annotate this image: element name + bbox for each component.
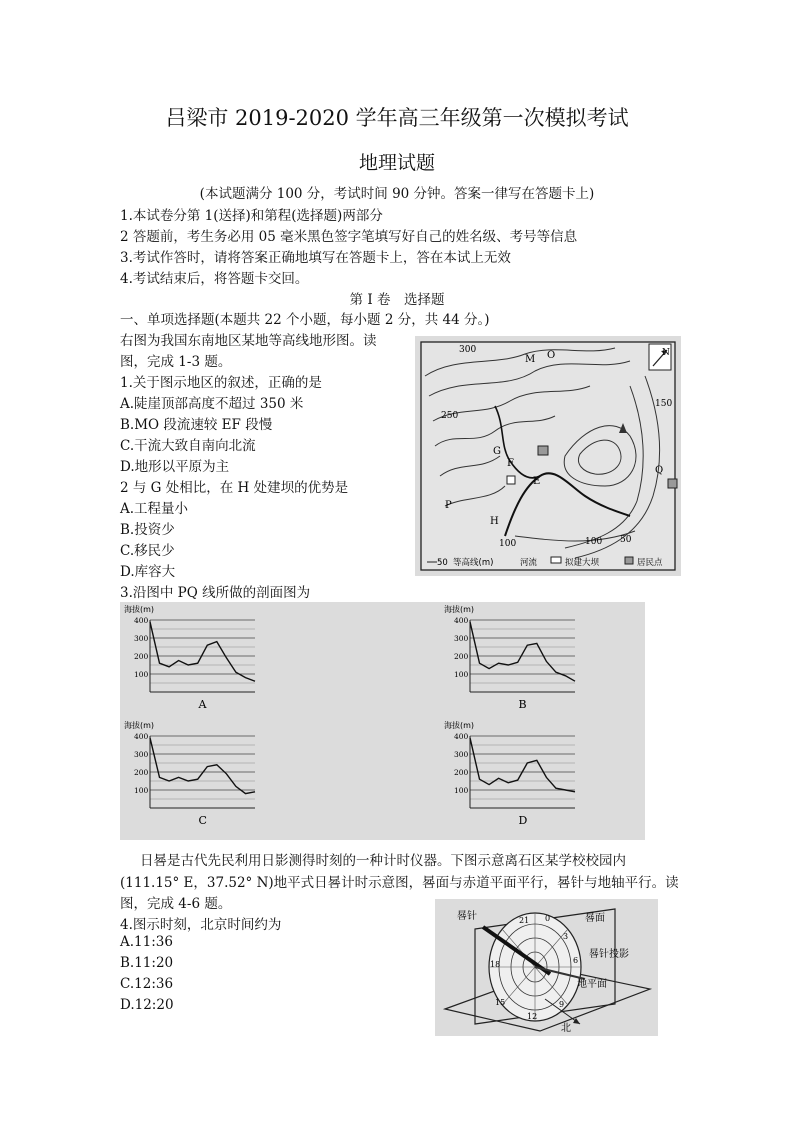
profile-ylabel: 海拔(m)	[124, 721, 155, 730]
instruction-4: 4.考试结束后，将答题卡交回。	[120, 271, 309, 287]
profile-charts-figure	[120, 602, 645, 840]
point-h: H	[490, 516, 499, 527]
q2-option-b: B.投资少	[120, 522, 175, 538]
q2-option-c: C.移民少	[120, 543, 175, 559]
q1-option-a: A.陡崖顶部高度不超过 350 米	[120, 396, 304, 412]
instruction-3: 3.考试作答时，请将答案正确地填写在答题卡上，答在本试上无效	[120, 250, 511, 266]
hour-9: 9	[559, 1000, 565, 1009]
dial-face-label: 晷面	[585, 913, 605, 924]
contour-label-250: 250	[441, 411, 459, 421]
profile-ylabel: 海拔(m)	[124, 605, 155, 614]
profile-charts	[120, 602, 645, 840]
part-heading: 一、单项选择题(本题共 22 个小题，每小题 2 分，共 44 分。)	[120, 312, 490, 328]
profile-tick-label: 300	[134, 634, 149, 643]
sundial-figure	[435, 899, 658, 1036]
instruction-1: 1.本试卷分第 1(送择)和第程(选择题)两部分	[120, 208, 383, 224]
legend-river: 河流	[520, 558, 538, 568]
profile-line-c	[150, 738, 255, 794]
legend-settlement: 居民点	[637, 558, 663, 568]
hour-21: 21	[519, 916, 530, 925]
q2-option-a: A.工程量小	[120, 501, 189, 517]
q4-option-d: D.12:20	[120, 997, 174, 1013]
profile-tick-label: 300	[454, 634, 469, 643]
contour-label-150: 150	[655, 399, 673, 409]
hour-3: 3	[563, 932, 569, 941]
contour-label-100b: 100	[585, 537, 603, 547]
hour-0: 0	[545, 914, 551, 923]
profile-letter-c: C	[198, 814, 207, 827]
point-q: Q	[655, 465, 664, 476]
point-p: P	[445, 500, 452, 511]
legend-dam: 拟建大坝	[565, 558, 600, 568]
contour-label-50: 50	[620, 535, 632, 545]
q2-option-d: D.库容大	[120, 564, 176, 580]
group1-intro-2: 图，完成 1-3 题。	[120, 354, 232, 370]
profile-tick-label: 400	[134, 616, 149, 625]
gnomon-shadow-label: 晷针投影	[589, 949, 629, 960]
point-e: E	[533, 476, 541, 487]
point-g: G	[493, 446, 501, 457]
group1-intro-1: 右图为我国东南地区某地等高线地形图。读	[120, 333, 377, 349]
profile-tick-label: 400	[454, 732, 469, 741]
q2-stem: 2 与 G 处相比，在 H 处建坝的优势是	[120, 480, 349, 496]
hour-18: 18	[490, 960, 501, 969]
group2-intro-3: 图，完成 4-6 题。	[120, 896, 232, 912]
q1-stem: 1.关于图示地区的叙述，正确的是	[120, 375, 322, 391]
q4-option-c: C.12:36	[120, 976, 174, 992]
profile-line-a	[150, 622, 255, 681]
profile-ylabel: 海拔(m)	[444, 721, 475, 730]
contour-map-figure	[415, 336, 681, 576]
section-title: 第 I 卷 选择题	[349, 292, 445, 308]
north-arrow-label: 北	[561, 1023, 571, 1034]
hour-12: 12	[527, 1012, 538, 1021]
q1-option-c: C.干流大致自南向北流	[120, 438, 256, 454]
q4-option-b: B.11:20	[120, 955, 174, 971]
legend-contour: 等高线(m)	[453, 558, 494, 568]
profile-tick-label: 200	[454, 768, 469, 777]
profile-tick-label: 200	[454, 652, 469, 661]
profile-line-b	[470, 622, 575, 681]
profile-tick-label: 400	[134, 732, 149, 741]
contour-label-100a: 100	[499, 539, 517, 549]
q4-option-a: A.11:36	[120, 934, 173, 950]
gnomon-label: 晷针	[457, 911, 477, 922]
hour-15: 15	[495, 998, 506, 1007]
q3-stem: 3.沿图中 PQ 线所做的剖面图为	[120, 585, 311, 601]
point-f: F	[507, 458, 514, 469]
profile-tick-label: 100	[134, 670, 149, 679]
page-title: 吕梁市 2019-2020 学年高三年级第一次模拟考试	[165, 106, 629, 130]
group2-intro-1: 日晷是古代先民利用日影测得时刻的一种计时仪器。下图示意离石区某学校校园内	[140, 853, 626, 869]
point-o: O	[547, 350, 556, 361]
group2-intro-2: (111.15° E，37.52° N)地平式日晷计时示意图，晷面与赤道平面平行，晷针与地轴平行。读	[120, 875, 679, 891]
q4-stem: 4.图示时刻，北京时间约为	[120, 917, 282, 933]
q1-option-b: B.MO 段流速较 EF 段慢	[120, 417, 273, 433]
profile-tick-label: 100	[454, 670, 469, 679]
profile-letter-a: A	[198, 698, 207, 711]
profile-tick-label: 100	[134, 786, 149, 795]
north-label: N	[662, 348, 670, 358]
profile-tick-label: 300	[134, 750, 149, 759]
contour-map	[415, 336, 681, 576]
hour-6: 6	[573, 956, 579, 965]
profile-tick-label: 400	[454, 616, 469, 625]
profile-tick-label: 200	[134, 768, 149, 777]
legend-contour-value: 50	[437, 558, 448, 568]
profile-tick-label: 100	[454, 786, 469, 795]
profile-ylabel: 海拔(m)	[444, 605, 475, 614]
subject-title: 地理试题	[358, 152, 435, 174]
profile-tick-label: 200	[134, 652, 149, 661]
contour-label-300: 300	[459, 345, 477, 355]
instruction-2: 2 答题前，考生务必用 05 毫米黑色签字笔填写好自己的姓名级、考号等信息	[120, 229, 578, 245]
point-m: M	[525, 354, 536, 365]
profile-letter-b: B	[518, 698, 527, 711]
profile-tick-label: 300	[454, 750, 469, 759]
profile-line-d	[470, 738, 575, 792]
q1-option-d: D.地形以平原为主	[120, 459, 230, 475]
sundial-diagram	[435, 899, 658, 1036]
horizontal-plane-label: 地平面	[577, 979, 607, 990]
exam-note: (本试题满分 100 分，考试时间 90 分钟。答案一律写在答题卡上)	[199, 186, 595, 202]
profile-letter-d: D	[518, 814, 528, 827]
